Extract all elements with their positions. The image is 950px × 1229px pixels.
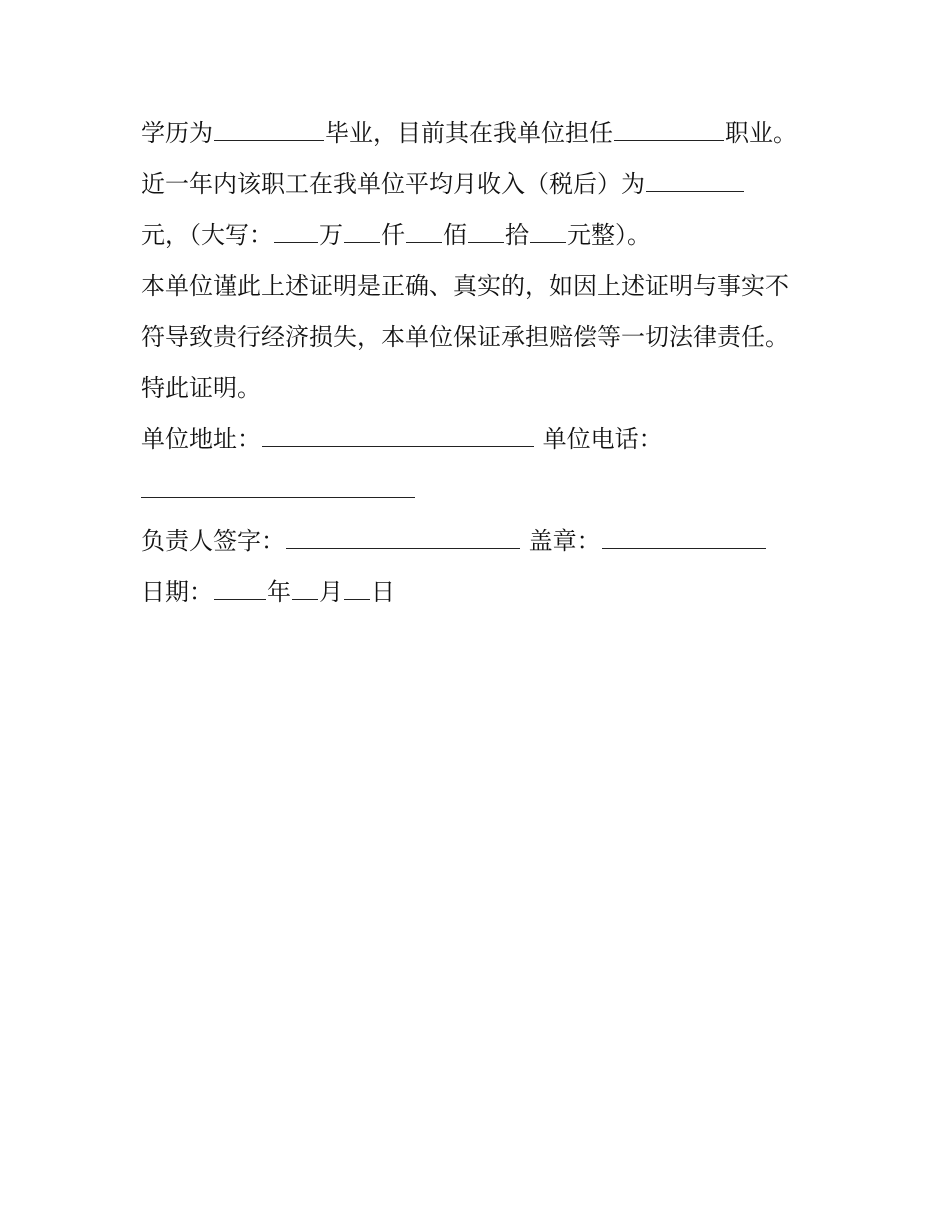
- occupation-label: 职业。: [725, 119, 797, 147]
- day-label: 日: [371, 578, 395, 606]
- graduation-position-label: 毕业，目前其在我单位担任: [325, 119, 613, 147]
- phone-blank-line: [141, 465, 821, 516]
- yuan-blank[interactable]: [530, 222, 566, 243]
- yuan-uppercase-label: 元，（大写：: [141, 221, 273, 249]
- month-label: 月: [319, 578, 343, 606]
- certificate-body: [141, 108, 821, 618]
- bai-blank[interactable]: [406, 222, 442, 243]
- month-blank[interactable]: [292, 579, 318, 600]
- shi-blank[interactable]: [468, 222, 504, 243]
- yuan-zheng-label: 元整）。: [567, 221, 651, 249]
- qian-label: 仟: [381, 221, 405, 249]
- phone-label: 单位电话：: [542, 425, 663, 453]
- date-label: 日期：: [141, 578, 213, 606]
- signature-blank[interactable]: [286, 528, 520, 549]
- shi-label: 拾: [505, 221, 529, 249]
- year-blank[interactable]: [214, 579, 266, 600]
- bai-label: 佰: [443, 221, 467, 249]
- seal-label: 盖章：: [528, 527, 601, 555]
- position-blank[interactable]: [614, 120, 724, 141]
- declaration-line-2: 符导致贵行经济损失，本单位保证承担赔偿等一切法律责任。: [141, 323, 789, 351]
- year-label: 年: [267, 578, 291, 606]
- date-line: [141, 567, 821, 618]
- qian-blank[interactable]: [344, 222, 380, 243]
- education-label: 学历为: [141, 119, 213, 147]
- income-uppercase-line: [141, 210, 821, 261]
- wan-blank[interactable]: [274, 222, 318, 243]
- phone-blank[interactable]: [141, 477, 415, 498]
- signature-seal-line: [141, 516, 821, 567]
- wan-label: 万: [319, 221, 343, 249]
- education-line: [141, 108, 821, 159]
- signature-label: 负责人签字：: [141, 527, 285, 555]
- day-blank[interactable]: [344, 579, 370, 600]
- address-label: 单位地址：: [141, 425, 261, 453]
- declaration-line-1: 本单位谨此上述证明是正确、真实的，如因上述证明与事实不: [141, 272, 789, 300]
- income-line: [141, 159, 821, 210]
- address-blank[interactable]: [262, 426, 534, 447]
- education-blank[interactable]: [214, 120, 324, 141]
- income-blank[interactable]: [646, 171, 744, 192]
- seal-blank[interactable]: [602, 528, 766, 549]
- income-label: 近一年内该职工在我单位平均月收入（税后）为: [141, 170, 645, 198]
- certification-statement: 特此证明。: [141, 374, 261, 402]
- address-phone-line: [141, 414, 821, 465]
